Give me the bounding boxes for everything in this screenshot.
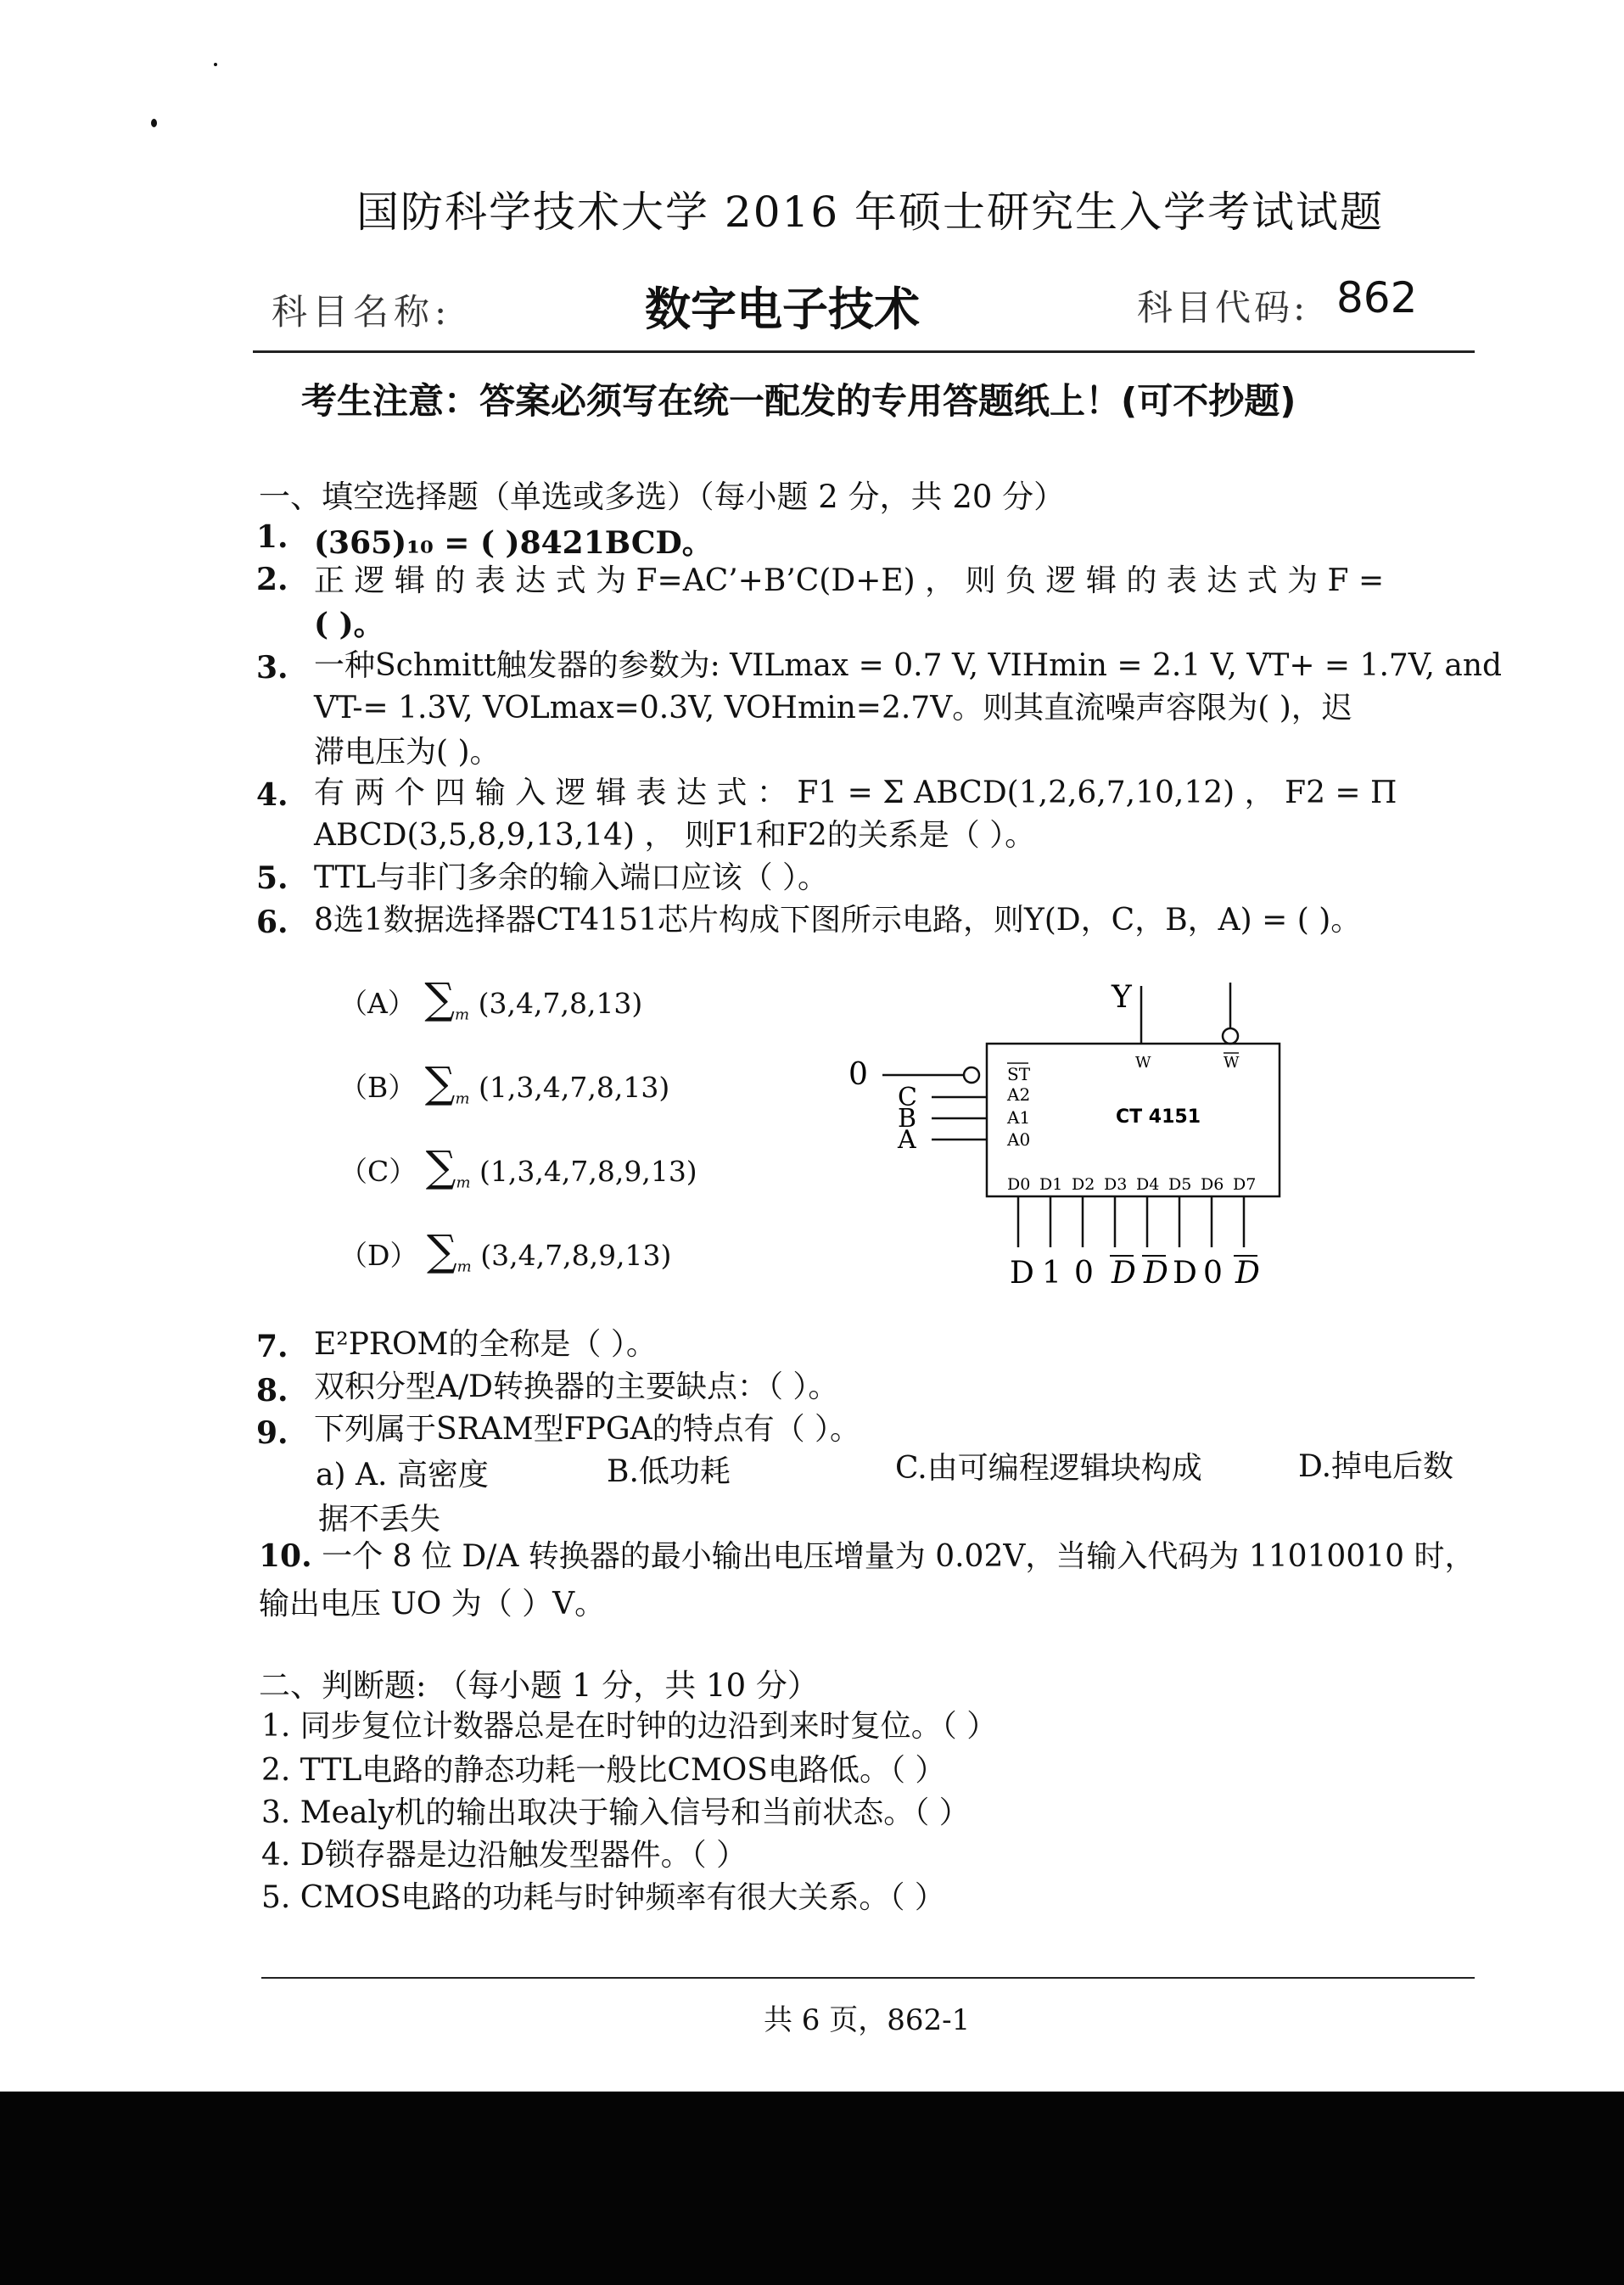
q6-text: 8选1数据选择器CT4151芯片构成下图所示电路，则Y(D，C，B，A) = ( )。 — [314, 903, 1362, 938]
q6-option-c — [339, 1142, 697, 1192]
code-value: 862 — [1336, 273, 1418, 322]
q9-option-c: C.由可编程逻辑块构成 — [895, 1451, 1202, 1486]
judge-item-2: 2. TTL电路的静态功耗一般比CMOS电路低。（ ） — [261, 1753, 946, 1788]
judge-item-4: 4. D锁存器是边沿触发型器件。（ ） — [261, 1838, 748, 1873]
q8-number: 8. — [256, 1373, 288, 1409]
sigma-symbol: ∑ — [426, 1226, 457, 1275]
q7-text: E²PROM的全称是（ ）。 — [314, 1327, 657, 1362]
section1-heading: 一、填空选择题（单选或多选）（每小题 2 分，共 20 分） — [259, 479, 1066, 515]
judge-item-1: 1. 同步复位计数器总是在时钟的边沿到来时复位。（ ） — [261, 1709, 998, 1744]
d4-pin-label: D4 — [1136, 1175, 1160, 1194]
subject-name: 数字电子技术 — [645, 283, 920, 336]
scan-speck — [214, 63, 217, 66]
section2-heading: 二、判断题: （每小题 1 分，共 10 分） — [259, 1667, 819, 1704]
q3-line1: 一种Schmitt触发器的参数为: VILmax = 0.7 V, VIHmin = 2.1 V, VT+ = 1.7V, and — [314, 648, 1503, 683]
d5-value: D — [1173, 1256, 1197, 1291]
d0-pin-label: D0 — [1007, 1175, 1031, 1194]
q7-number: 7. — [256, 1329, 288, 1364]
q3-number: 3. — [256, 650, 288, 686]
st-label: ST — [1007, 1064, 1031, 1084]
q9-option-a: a) A. 高密度 — [316, 1458, 489, 1493]
d3-value: D — [1112, 1256, 1136, 1291]
option-label: （A） — [339, 987, 416, 1020]
option-label: （C） — [339, 1155, 417, 1188]
b-input-label: B — [898, 1104, 917, 1134]
d5-pin-label: D5 — [1168, 1175, 1192, 1194]
d2-value: 0 — [1074, 1256, 1094, 1291]
w-label: W — [1135, 1054, 1151, 1072]
scan-speck — [151, 119, 157, 127]
q2-number: 2. — [256, 562, 288, 597]
q4-line1: 有 两 个 四 输 入 逻 辑 表 达 式 ： F1 = Σ ABCD(1,2,6,7,10,12) ， F2 = Π — [314, 776, 1397, 810]
q6-number: 6. — [256, 904, 288, 940]
q9-option-d: D.掉电后数 — [1298, 1449, 1454, 1484]
q10-number: 10. — [259, 1538, 312, 1574]
q3-line2: VT-= 1.3V, VOLmax=0.3V, VOHmin=2.7V。则其直流噪声容限为( )，迟 — [314, 691, 1352, 725]
d6-value: 0 — [1203, 1256, 1223, 1291]
judge-item-3: 3. Mealy机的输出取决于输入信号和当前状态。（ ） — [261, 1795, 970, 1830]
sigma-subscript: m — [455, 1005, 470, 1024]
q2-line1: 正 逻 辑 的 表 达 式 为 F=AC’+B’C(D+E) ， 则 负 逻 辑 的 表 达 式 为 F = — [314, 563, 1385, 598]
notice: 考生注意：答案必须写在统一配发的专用答题纸上！(可不抄题) — [301, 380, 1296, 422]
sigma-subscript: m — [456, 1173, 471, 1192]
q2-line2: ( )。 — [314, 607, 384, 642]
q9-option-b: B.低功耗 — [607, 1454, 731, 1489]
q10-line1 — [259, 1532, 1475, 1576]
d6-pin-label: D6 — [1201, 1175, 1224, 1194]
d1-pin-label: D1 — [1039, 1175, 1063, 1194]
y-label: Y — [1112, 980, 1132, 1015]
d4-value: D — [1144, 1256, 1168, 1291]
d2-pin-label: D2 — [1072, 1175, 1095, 1194]
exam-title: 国防科学技术大学 2016 年硕士研究生入学考试试题 — [356, 188, 1385, 237]
a-input-label: A — [898, 1125, 916, 1155]
option-args: (3,4,7,8,9,13) — [480, 1239, 672, 1272]
option-label: （B） — [339, 1071, 417, 1104]
q5-text: TTL与非门多余的输入端口应该（ ）。 — [314, 860, 829, 895]
scan-border-bottom — [0, 2092, 1624, 2285]
q8-text: 双积分型A/D转换器的主要缺点：（ ）。 — [314, 1369, 839, 1404]
q10-line2: 输出电压 UO 为（ ）V。 — [259, 1587, 606, 1621]
d1-value: 1 — [1042, 1256, 1061, 1291]
d3-pin-label: D3 — [1104, 1175, 1128, 1194]
wbar-bubble — [1223, 1028, 1238, 1044]
q6-option-b — [339, 1058, 669, 1108]
q4-number: 4. — [256, 777, 288, 813]
d7-pin-label: D7 — [1233, 1175, 1257, 1194]
q9-text: 下列属于SRAM型FPGA的特点有（ ）。 — [314, 1412, 861, 1447]
st-bubble — [964, 1067, 979, 1083]
a1-label: A1 — [1007, 1107, 1031, 1128]
q5-number: 5. — [256, 860, 288, 896]
footer-divider — [261, 1977, 1475, 1979]
q4-line2: ABCD(3,5,8,9,13,14) ， 则F1和F2的关系是（ ）。 — [314, 818, 1036, 853]
st-input-value: 0 — [848, 1057, 868, 1092]
d7-value: D — [1235, 1256, 1260, 1291]
sigma-symbol: ∑ — [425, 1142, 456, 1191]
q9-option-d-cont: 据不丢失 — [318, 1502, 441, 1537]
a0-label: A0 — [1007, 1129, 1031, 1150]
q6-option-a — [339, 974, 642, 1024]
option-label: （D） — [339, 1239, 418, 1272]
option-args: (1,3,4,7,8,13) — [479, 1071, 670, 1104]
page-footer: 共 6 页，862-1 — [764, 2003, 971, 2037]
header-divider — [253, 350, 1475, 353]
a2-label: A2 — [1007, 1084, 1031, 1105]
c-input-label: C — [898, 1083, 917, 1112]
q9-number: 9. — [256, 1415, 288, 1451]
q10-line1-text: 一个 8 位 D/A 转换器的最小输出电压增量为 0.02V，当输入代码为 11010010 时， — [322, 1539, 1476, 1574]
option-args: (1,3,4,7,8,9,13) — [479, 1155, 697, 1188]
q1-number: 1. — [256, 519, 288, 555]
q6-option-d — [339, 1226, 671, 1276]
q1-text: (365)₁₀ = ( )8421BCD。 — [314, 525, 713, 561]
code-label: 科目代码: — [1137, 287, 1309, 328]
judge-item-5: 5. CMOS电路的功耗与时钟频率有很大关系。（ ） — [261, 1880, 945, 1915]
d0-value: D — [1010, 1256, 1034, 1291]
sigma-subscript: m — [456, 1257, 472, 1276]
sigma-symbol: ∑ — [424, 974, 456, 1023]
ct4151-circuit — [832, 967, 1341, 1298]
chip-name: CT 4151 — [1116, 1106, 1201, 1128]
sigma-symbol: ∑ — [424, 1058, 456, 1107]
sigma-subscript: m — [455, 1089, 470, 1108]
subject-label: 科目名称: — [272, 291, 452, 333]
q3-line3: 滞电压为( )。 — [314, 735, 501, 770]
option-args: (3,4,7,8,13) — [478, 987, 643, 1020]
wbar-label: W — [1224, 1054, 1240, 1072]
